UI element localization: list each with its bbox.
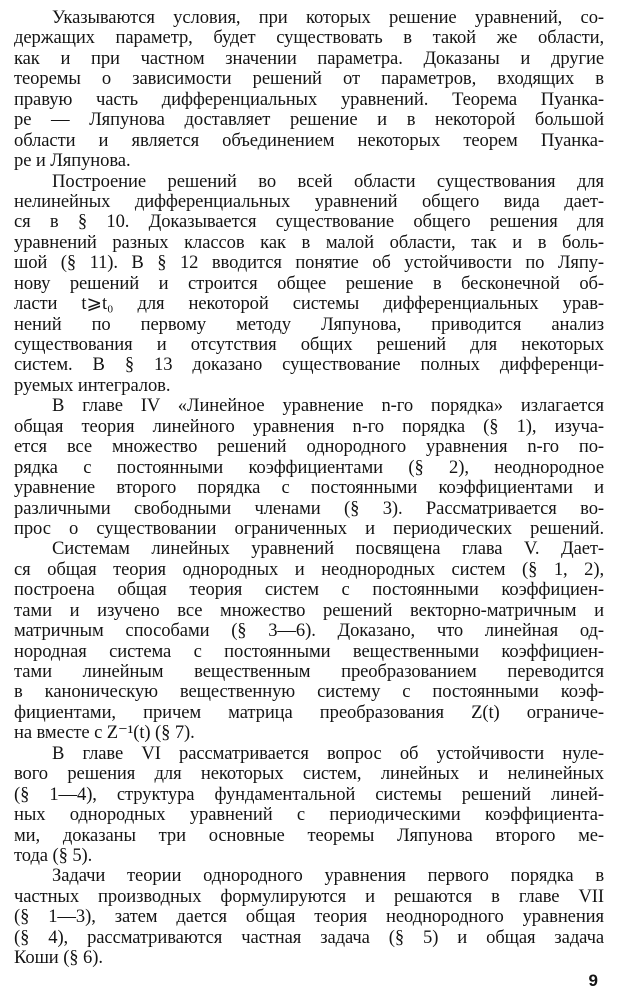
text-line: рядка с постоянными коэффициентами (§ 2), неоднородное xyxy=(14,457,604,478)
text-line: ре — Ляпунова доставляет решение и в некоторой большой xyxy=(14,110,604,131)
text-line: прос о существовании ограниченных и периодических решений. xyxy=(14,518,604,539)
text-line: теоремы о зависимости решений от параметров, входящих в xyxy=(14,69,604,90)
text-line: (§ 1—3), затем дается общая теория неоднородного уравнения xyxy=(14,907,604,928)
text-line: В главе VI рассматривается вопрос об устойчивости нуле- xyxy=(52,743,604,764)
text-line: ся общая теория однородных и неоднородных систем (§ 1, 2), xyxy=(14,559,604,580)
text-line: ется все множество решений однородного уравнения n-го по- xyxy=(14,437,604,458)
text-line: на вместе с Z⁻¹(t) (§ 7). xyxy=(14,723,195,744)
text-line: нородная система с постоянными вещественными коэффициен- xyxy=(14,641,604,662)
text-line: матричным способами (§ 3—6). Доказано, что линейная од- xyxy=(14,621,604,642)
text-line: тами и изучено все множество решений векторно-матричным и xyxy=(14,600,604,621)
text-line: правую часть дифференциальных уравнений. Теорема Пуанка- xyxy=(14,89,604,110)
book-page xyxy=(14,8,604,992)
text-line: области и является объединением некоторых теорем Пуанка- xyxy=(14,130,604,151)
text-line: Системам линейных уравнений посвящена глава V. Дает- xyxy=(52,539,604,560)
text-line: тода (§ 5). xyxy=(14,845,93,866)
text-line: Построение решений во всей области существования для xyxy=(52,171,604,192)
text-line: существования и отсутствия общих решений для некоторых xyxy=(14,335,604,355)
text-line: ми, доказаны три основные теоремы Ляпунова второго ме- xyxy=(14,825,604,846)
paragraph-1 xyxy=(14,8,604,172)
paragraph-5 xyxy=(14,744,604,867)
text-line: уравнение второго порядка с постоянными коэффициентами и xyxy=(14,478,604,499)
text-line: в каноническую вещественную систему с постоянными коэф- xyxy=(14,682,604,703)
text-line: общая теория линейного уравнения n-го порядка (§ 1), изуча- xyxy=(14,416,604,437)
text-line: нову решений и строится общее решение в бесконечной об- xyxy=(14,273,604,294)
text-line: различными свободными членами (§ 3). Рассматривается во- xyxy=(14,498,604,519)
text-line: Коши (§ 6). xyxy=(14,948,103,969)
text-line: Задачи теории однородного уравнения первого порядка в xyxy=(52,866,604,887)
text-line: частных производных формулируются и решаются в главе VII xyxy=(14,886,604,907)
text-line: как и при частном значении параметра. Доказаны и другие xyxy=(14,48,604,69)
text-line: руемых интегралов. xyxy=(14,375,171,396)
text-line: шой (§ 11). В § 12 вводится понятие об устойчивости по Ляпу- xyxy=(14,253,604,274)
text-line: ласти t⩾t₀ для некоторой системы дифференциальных урав- xyxy=(14,294,604,315)
paragraph-2 xyxy=(14,172,604,397)
text-line: ре и Ляпунова. xyxy=(14,151,131,172)
paragraph-6 xyxy=(14,866,604,968)
text-line: построена общая теория систем с постоянными коэффициен- xyxy=(14,580,604,601)
page-number: 9 xyxy=(588,971,598,990)
text-line: вого решения для некоторых систем, линейных и нелинейных xyxy=(14,764,604,785)
text-line: нений по первому методу Ляпунова, приводится анализ xyxy=(14,314,604,335)
text-line: уравнений разных классов как в малой области, так и в боль- xyxy=(14,232,604,253)
text-line: В главе IV «Линейное уравнение n-го порядка» излагается xyxy=(52,396,604,417)
text-line: держащих параметр, будет существовать в такой же области, xyxy=(14,28,604,49)
text-line: (§ 1—4), структура фундаментальной системы решений линей- xyxy=(14,784,604,805)
text-line: систем. В § 13 доказано существование полных дифференци- xyxy=(14,355,604,376)
text-line: нелинейных дифференциальных уравнений общего вида дает- xyxy=(14,191,604,212)
text-line: Указываются условия, при которых решение уравнений, со- xyxy=(52,8,604,28)
text-line: тами линейным вещественным преобразованием переводится xyxy=(14,662,604,682)
text-line: фициентами, причем матрица преобразования Z(t) ограниче- xyxy=(14,702,604,723)
text-line: ся в § 10. Доказывается существование общего решения для xyxy=(14,212,604,233)
text-line: (§ 4), рассматриваются частная задача (§ 5) и общая задача xyxy=(14,927,604,948)
text-line: ных однородных уравнений с периодическими коэффициента- xyxy=(14,805,604,826)
paragraph-3 xyxy=(14,396,604,539)
paragraph-4 xyxy=(14,539,604,743)
